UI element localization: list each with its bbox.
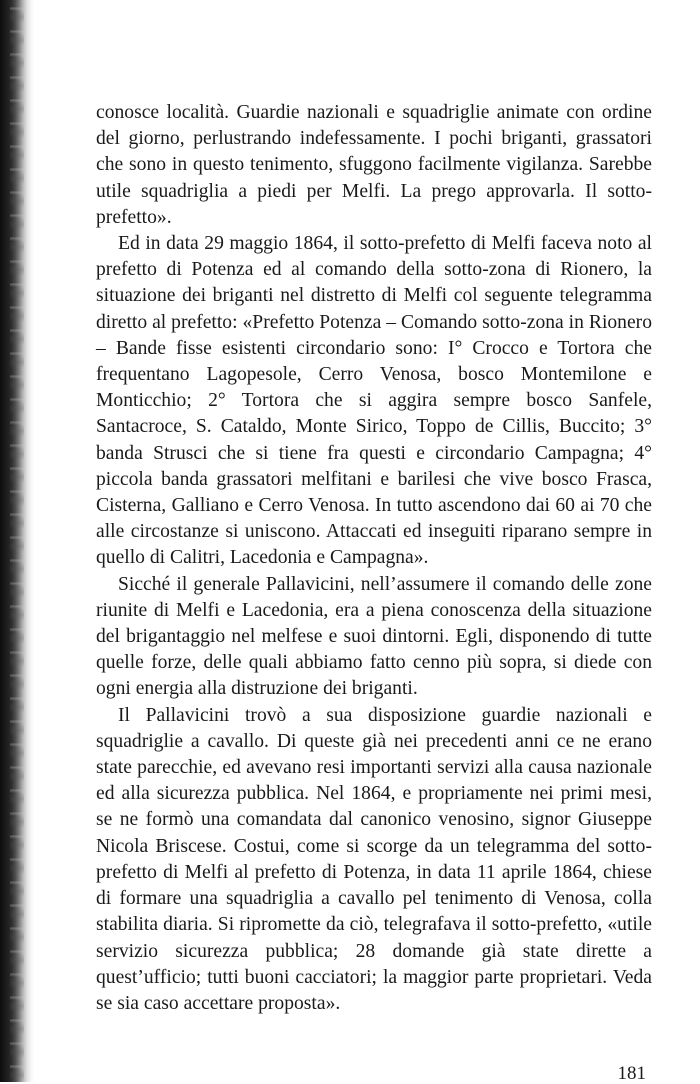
paragraph-4: Il Pallavicini trovò a sua disposizione guardie nazionali e squadriglie a cavallo. Di queste già nei precedenti anni ce ne erano state parecchie, ed avevano resi importanti servizi alla causa nazionale ed alla sicurezza pubblica. Nel 1864, e propriamente nei primi mesi, se ne formò una comandata dal canonico venosino, signor Giuseppe Nicola Briscese. Costui, come si scorge da un telegramma del sotto-prefetto di Melfi al prefetto di Potenza, in data 11 aprile 1864, chiese di formare una squadriglia a cavallo pel tenimento di Venosa, colla stabilita diaria. Si ripromette da ciò, telegrafava il sotto-prefetto, «utile servizio sicurezza pubblica; 28 domande già state dirette a quest’ufficio; tutti buoni cacciatori; la maggior parte proprietari. Veda se sia caso accettare proposta».: [96, 704, 652, 1014]
page-number: 181: [617, 1063, 646, 1084]
paragraph-2: Ed in data 29 maggio 1864, il sotto-prefetto di Melfi faceva noto al prefetto di Potenza ed al comando della sotto-zona di Rionero, la situazione dei briganti nel distretto di Melfi col seguente telegramma diretto al prefetto: «Prefetto Potenza – Comando sotto-zona in Rionero – Bande fisse esistenti circondario sono: I° Crocco e Tortora che frequentano Lagopesole, Cerro Venosa, bosco Montemilone e Monticchio; 2° Tortora che si aggira sempre bosco Sanfele, Santacroce, S. Cataldo, Monte Sirico, Toppo de Cillis, Buccito; 3° banda Strusci che si tiene fra questi e circondario Campagna; 4° piccola banda grassatori melfitani e barilesi che vive bosco Frasca, Cisterna, Galliano e Cerro Venosa. In tutto ascendono dai 60 ai 70 che alle circostanze si uniscono. Attaccati ed inseguiti riparano sempre in quello di Calitri, Lacedonia e Campagna».: [96, 233, 652, 569]
paragraph-3: Sicché il generale Pallavicini, nell’assumere il comando delle zone riunite di Melfi e Lacedonia, era a piena conoscenza della situazione del brigantaggio nel melfese e suoi dintorni. Egli, disponendo di tutte quelle forze, delle quali abbiamo fatto cenno più sopra, si diede con ogni energia alla distruzione dei briganti.: [96, 573, 652, 700]
paragraph-1: conosce località. Guardie nazionali e squadriglie animate con ordine del giorno, perlustrando indefessamente. I pochi briganti, grassatori che sono in questo tenimento, sfuggono facilmente vigilanza. Sarebbe utile squadriglia a piedi per Melfi. La prego approvarla. Il sotto-prefetto».: [96, 102, 652, 228]
book-binding-edge: [0, 0, 34, 1082]
body-text: [96, 100, 652, 1017]
